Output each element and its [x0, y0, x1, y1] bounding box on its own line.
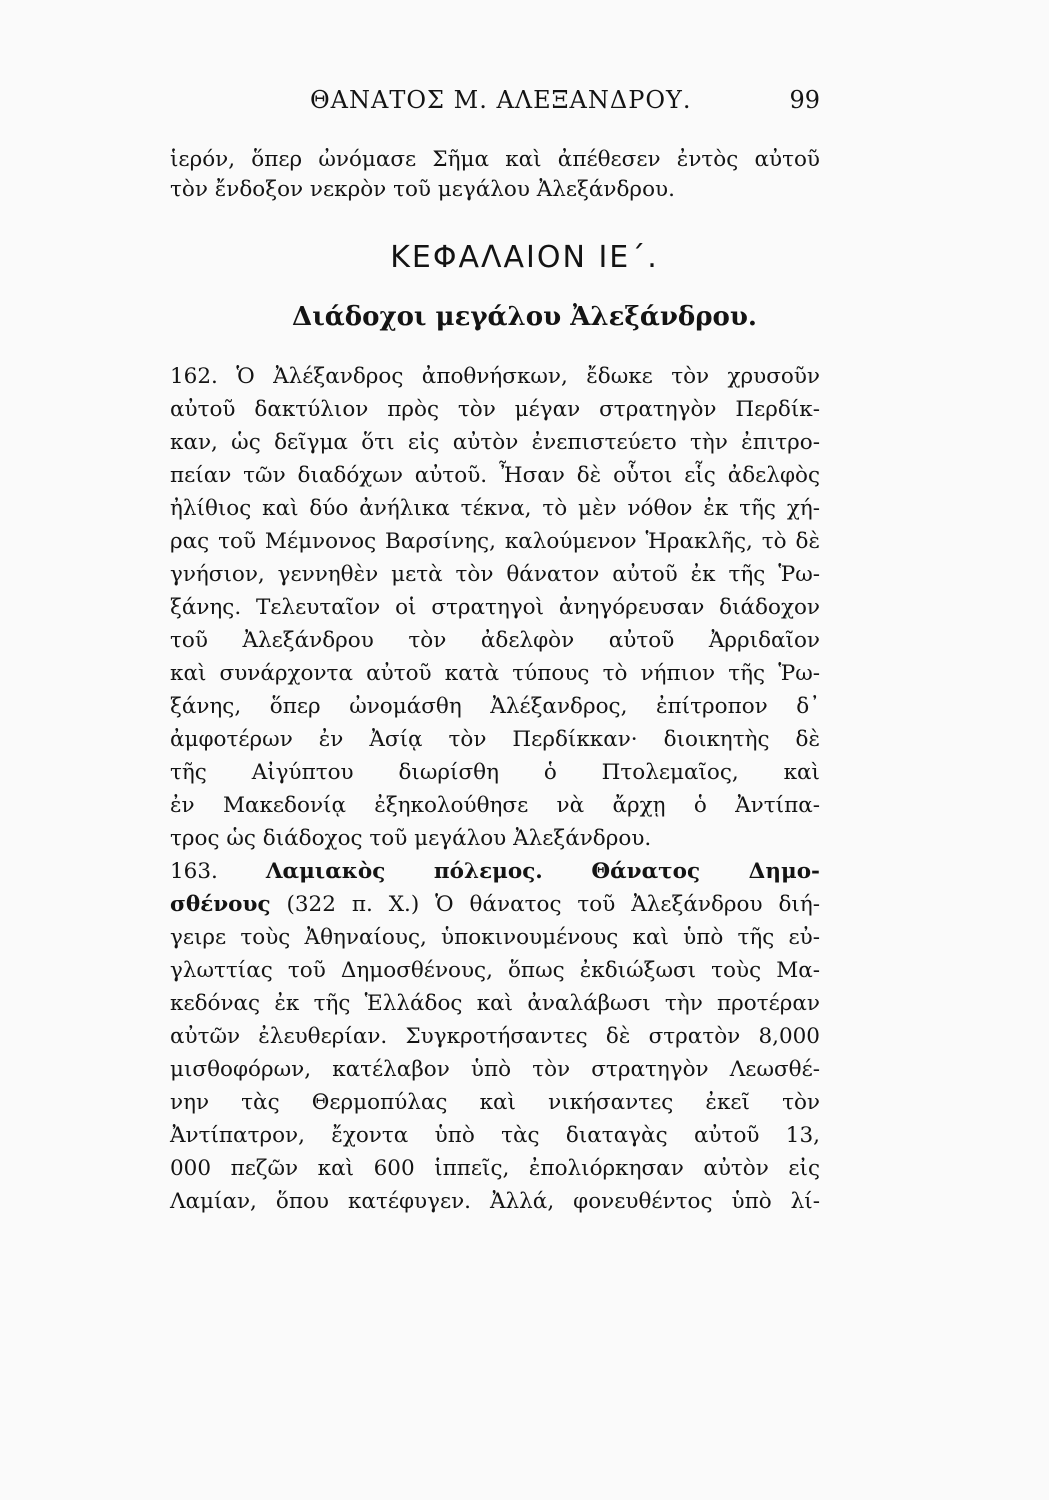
paragraph-line: τοῦ Ἀλεξάνδρου τὸν ἀδελφὸν αὐτοῦ Ἀρριδαῖον [170, 628, 820, 653]
paragraph-line: Ἀντίπατρον, ἔχοντα ὑπὸ τὰς διαταγὰς αὐτοῦ 13, [170, 1123, 820, 1148]
section-heading-line [170, 890, 820, 920]
paragraph-line: γνήσιον, γεννηθὲν μετὰ τὸν θάνατον αὐτοῦ ἐκ τῆς Ῥω- [170, 562, 820, 587]
page-number: 99 [789, 86, 820, 114]
paragraph-line: ξάνης. Τελευταῖον οἱ στρατηγοὶ ἀνηγόρευσαν διάδοχον [170, 595, 820, 620]
intro-line: ἱερόν, ὅπερ ὠνόμασε Σῆμα καὶ ἀπέθεσεν ἐντὸς αὐτοῦ [170, 147, 820, 172]
paragraph-line: κεδόνας ἐκ τῆς Ἑλλάδος καὶ ἀναλάβωσι τὴν προτέραν [170, 991, 820, 1016]
paragraph-line: Λαμίαν, ὅπου κατέφυγεν. Ἀλλά, φονευθέντος ὑπὸ λί- [170, 1189, 820, 1214]
chapter-subtitle: Διάδοχοι μεγάλου Ἀλεξάνδρου. [292, 302, 757, 332]
paragraph-line: γειρε τοὺς Ἀθηναίους, ὑποκινουμένους καὶ ὑπὸ τῆς εὐ- [170, 925, 820, 950]
chapter-title: ΚΕΦΑΛΑΙΟΝ ΙΕ΄. [390, 240, 659, 275]
paragraph-line: γλωττίας τοῦ Δημοσθένους, ὅπως ἐκδιώξωσι τοὺς Μα- [170, 958, 820, 983]
paragraph-line: μισθοφόρων, κατέλαβον ὑπὸ τὸν στρατηγὸν Λεωσθέ- [170, 1057, 820, 1082]
paragraph-line: νην τὰς Θερμοπύλας καὶ νικήσαντες ἐκεῖ τὸν [170, 1090, 820, 1115]
paragraph-line: ρας τοῦ Μέμνονος Βαρσίνης, καλούμενον Ἡρακλῆς, τὸ δὲ [170, 529, 820, 554]
paragraph-line: ξάνης, ὅπερ ὠνομάσθη Ἀλέξανδρος, ἐπίτροπον δ᾿ [170, 694, 820, 719]
paragraph-line: αὐτοῦ δακτύλιον πρὸς τὸν μέγαν στρατηγὸν Περδίκ- [170, 397, 820, 422]
section-heading-line [170, 857, 820, 887]
section-heading-continued: σθένους [170, 892, 271, 917]
paragraph-line: πείαν τῶν διαδόχων αὐτοῦ. Ἦσαν δὲ οὗτοι εἷς ἀδελφὸς [170, 463, 820, 488]
paragraph-line: 000 πεζῶν καὶ 600 ἱππεῖς, ἐπολιόρκησαν αὐτὸν εἰς [170, 1156, 820, 1181]
section-heading: Λαμιακὸς πόλεμος. Θάνατος Δημο- [265, 859, 820, 884]
section-163 [170, 0, 820, 1500]
section-number: 163. [170, 859, 218, 884]
paragraph-line: τρος ὡς διάδοχος τοῦ μεγάλου Ἀλεξάνδρου. [170, 826, 652, 851]
running-title: ΘΑΝΑΤΟΣ Μ. ΑΛΕΞΑΝΔΡΟΥ. [310, 86, 692, 114]
paragraph-line: ἠλίθιος καὶ δύο ἀνήλικα τέκνα, τὸ μὲν νόθον ἐκ τῆς χή- [170, 496, 820, 521]
paragraph-line: ἐν Μακεδονίᾳ ἐξηκολούθησε νὰ ἄρχῃ ὁ Ἀντίπα- [170, 793, 820, 818]
paragraph-line: καν, ὡς δεῖγμα ὅτι εἰς αὐτὸν ἐνεπιστεύετο τὴν ἐπιτρο- [170, 430, 820, 455]
paragraph-line: καὶ συνάρχοντα αὐτοῦ κατὰ τύπους τὸ νήπιον τῆς Ῥω- [170, 661, 820, 686]
paragraph-line: αὐτῶν ἐλευθερίαν. Συγκροτήσαντες δὲ στρατὸν 8,000 [170, 1024, 820, 1049]
intro-line: τὸν ἔνδοξον νεκρὸν τοῦ μεγάλου Ἀλεξάνδρου. [170, 177, 675, 202]
paragraph-line: ἀμφοτέρων ἐν Ἀσίᾳ τὸν Περδίκκαν· διοικητὴς δὲ [170, 727, 820, 752]
paragraph-line: τῆς Αἰγύπτου διωρίσθη ὁ Πτολεμαῖος, καὶ [170, 760, 820, 785]
paragraph-line: 162. Ὁ Ἀλέξανδρος ἀποθνήσκων, ἔδωκε τὸν χρυσοῦν [170, 364, 820, 389]
paragraph-text: (322 π. Χ.) Ὁ θάνατος τοῦ Ἀλεξάνδρου διή- [286, 892, 820, 917]
